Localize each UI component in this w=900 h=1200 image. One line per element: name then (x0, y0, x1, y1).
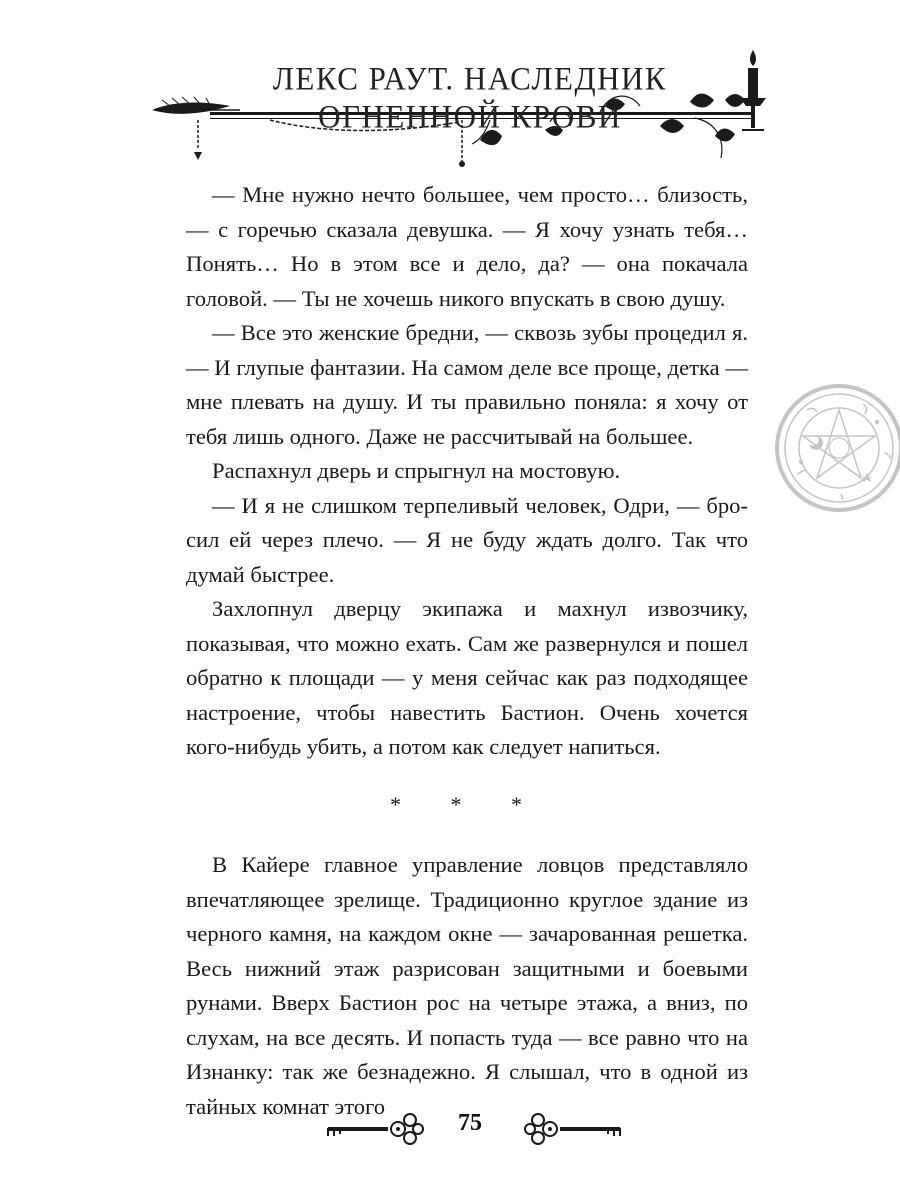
body-text-bottom (186, 848, 748, 1124)
key-icon (318, 1106, 428, 1146)
running-head (150, 40, 790, 170)
paragraph: — И я не слишком терпеливый человек, Одри, — бросил ей через плечо. — Я не буду ждать долго. Так что думай быстрее. (186, 492, 748, 587)
running-title: ЛЕКС РАУТ. НАСЛЕДНИК ОГНЕННОЙ КРОВИ (272, 60, 668, 135)
key-icon (520, 1106, 630, 1146)
page-number: 75 (458, 1110, 482, 1136)
scene-break: * * * (390, 792, 544, 817)
paragraph: В Кайере главное управление ловцов представляло впечатляющее зрелище. Традиционно круглое здание из черного камня, на каждом окне — зачарованная решетка. Весь нижний этаж разрисован защитными и боевыми рунами. Вверх Бастион рос на четыре этажа, а вниз, по слухам, на все десять. И попасть туда — все равно что на Изнанку: так же безнадежно. Я слышал, что в одной из тайных комнат этого (186, 852, 748, 1119)
paragraph: Захлопнул дверцу экипажа и махнул извозчику, показывая, что можно ехать. Сам же развернулся и пошел обратно к площади — у меня сейчас как раз подходящее настроение, чтобы навестить Бастион. Очень хочется кого-нибудь убить, а потом как следует напиться. (186, 596, 748, 759)
body-text-top (186, 178, 748, 765)
pentagram-seal-icon (773, 382, 900, 514)
page-footer (300, 1100, 640, 1160)
paragraph: — Мне нужно нечто большее, чем просто… близость, — с горечью сказала девушка. — Я хочу узнать тебя… Понять… Но в этом все и дело, да? — она покачала головой. — Ты не хочешь никого впускать в свою душу. (186, 182, 748, 311)
paragraph: — Все это женские бредни, — сквозь зубы процедил я. — И глупые фантазии. На самом деле все проще, детка — мне плевать на душу. И ты правильно поняла: я хочу от тебя лишь одного. Даже не рассчитывай на большее. (186, 320, 748, 449)
paragraph: Распахнул дверь и спрыгнул на мостовую. (212, 458, 621, 483)
